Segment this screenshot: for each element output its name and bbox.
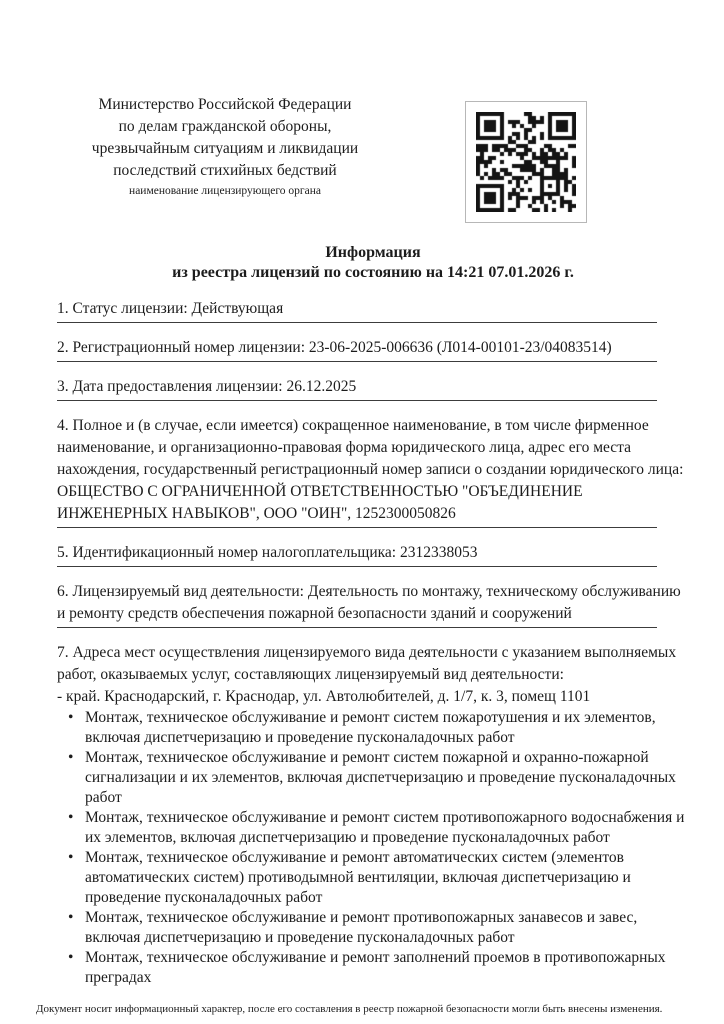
field-licensed-activity: 6. Лицензируемый вид деятельности: Деятельность по монтажу, техническому обслуживанию и ремонту средств обеспечения пожарной безопасности зданий и сооружений <box>57 581 689 630</box>
title-line-2: из реестра лицензий по состоянию на 14:21 07.01.2026 г. <box>172 264 574 281</box>
activity-item: • Монтаж, техническое обслуживание и ремонт систем противопожарного водоснабжения и их элементов, включая диспетчеризацию и проведение пусконаладочных работ <box>57 808 689 848</box>
section7-intro: 7. Адреса мест осуществления лицензируемого вида деятельности с указанием выполняемых работ, оказываемых услуг, составляющих лицензируемый вид деятельности: <box>57 644 677 683</box>
field-registration-number: 2. Регистрационный номер лицензии: 23-06-2025-006636 (Л014-00101-23/04083514) <box>57 337 689 364</box>
field-license-status: 1. Статус лицензии: Действующая <box>57 298 689 325</box>
authority-line: последствий стихийных бедствий <box>113 162 337 179</box>
activities-list <box>57 708 689 988</box>
qr-code-icon <box>476 112 576 212</box>
activity-item: • Монтаж, техническое обслуживание и ремонт автоматических систем (элементов автоматических систем) противодымной вентиляции, включая диспетчеризацию и проведение пусконаладочных работ <box>57 848 689 908</box>
activity-item: • Монтаж, техническое обслуживание и ремонт заполнений проемов в противопожарных преградах <box>57 948 689 988</box>
authority-caption: наименование лицензирующего органа <box>129 185 321 197</box>
footer-disclaimer: Документ носит информационный характер, после его составления в реестр пожарной безопасности могли быть внесены изменения. <box>36 1003 663 1015</box>
authority-line: чрезвычайным ситуациям и ликвидации <box>91 140 359 157</box>
field-taxpayer-id: 5. Идентификационный номер налогоплательщика: 2312338053 <box>57 542 689 569</box>
field-grant-date: 3. Дата предоставления лицензии: 26.12.2025 <box>57 376 689 403</box>
field-legal-entity-name: 4. Полное и (в случае, если имеется) сокращенное наименование, в том числе фирменное наименование, и организационно-правовая форма юридического лица, адрес его места нахождения, государственный регистрационный номер записи о создании юридического лица: ОБЩЕСТВО С ОГРАНИЧЕННОЙ ОТВЕТСТВЕННОСТЬЮ "ОБЪЕДИНЕНИЕ ИНЖЕНЕРНЫХ НАВЫКОВ", ООО "ОИН", 1252300050826 <box>57 415 689 530</box>
document-title <box>57 243 689 283</box>
activity-item: • Монтаж, техническое обслуживание и ремонт противопожарных занавесов и завес, включая диспетчеризацию и проведение пусконаладочных работ <box>57 908 689 948</box>
title-line-1: Информация <box>325 244 421 261</box>
activity-item: • Монтаж, техническое обслуживание и ремонт систем пожарной и охранно-пожарной сигнализации и их элементов, включая диспетчеризацию и проведение пусконаладочных работ <box>57 748 689 808</box>
authority-line: по делам гражданской обороны, <box>118 118 332 135</box>
section7-address: - край. Краснодарский, г. Краснодар, ул. Автолюбителей, д. 1/7, к. 3, помещ 1101 <box>57 688 591 705</box>
authority-line: Министерство Российской Федерации <box>98 96 352 113</box>
licensing-authority-block <box>57 94 393 198</box>
document-body <box>57 243 689 988</box>
qr-code-frame <box>465 101 587 223</box>
section-addresses <box>57 642 689 988</box>
activity-item: • Монтаж, техническое обслуживание и ремонт систем пожаротушения и их элементов, включая диспетчеризацию и проведение пусконаладочных работ <box>57 708 689 748</box>
